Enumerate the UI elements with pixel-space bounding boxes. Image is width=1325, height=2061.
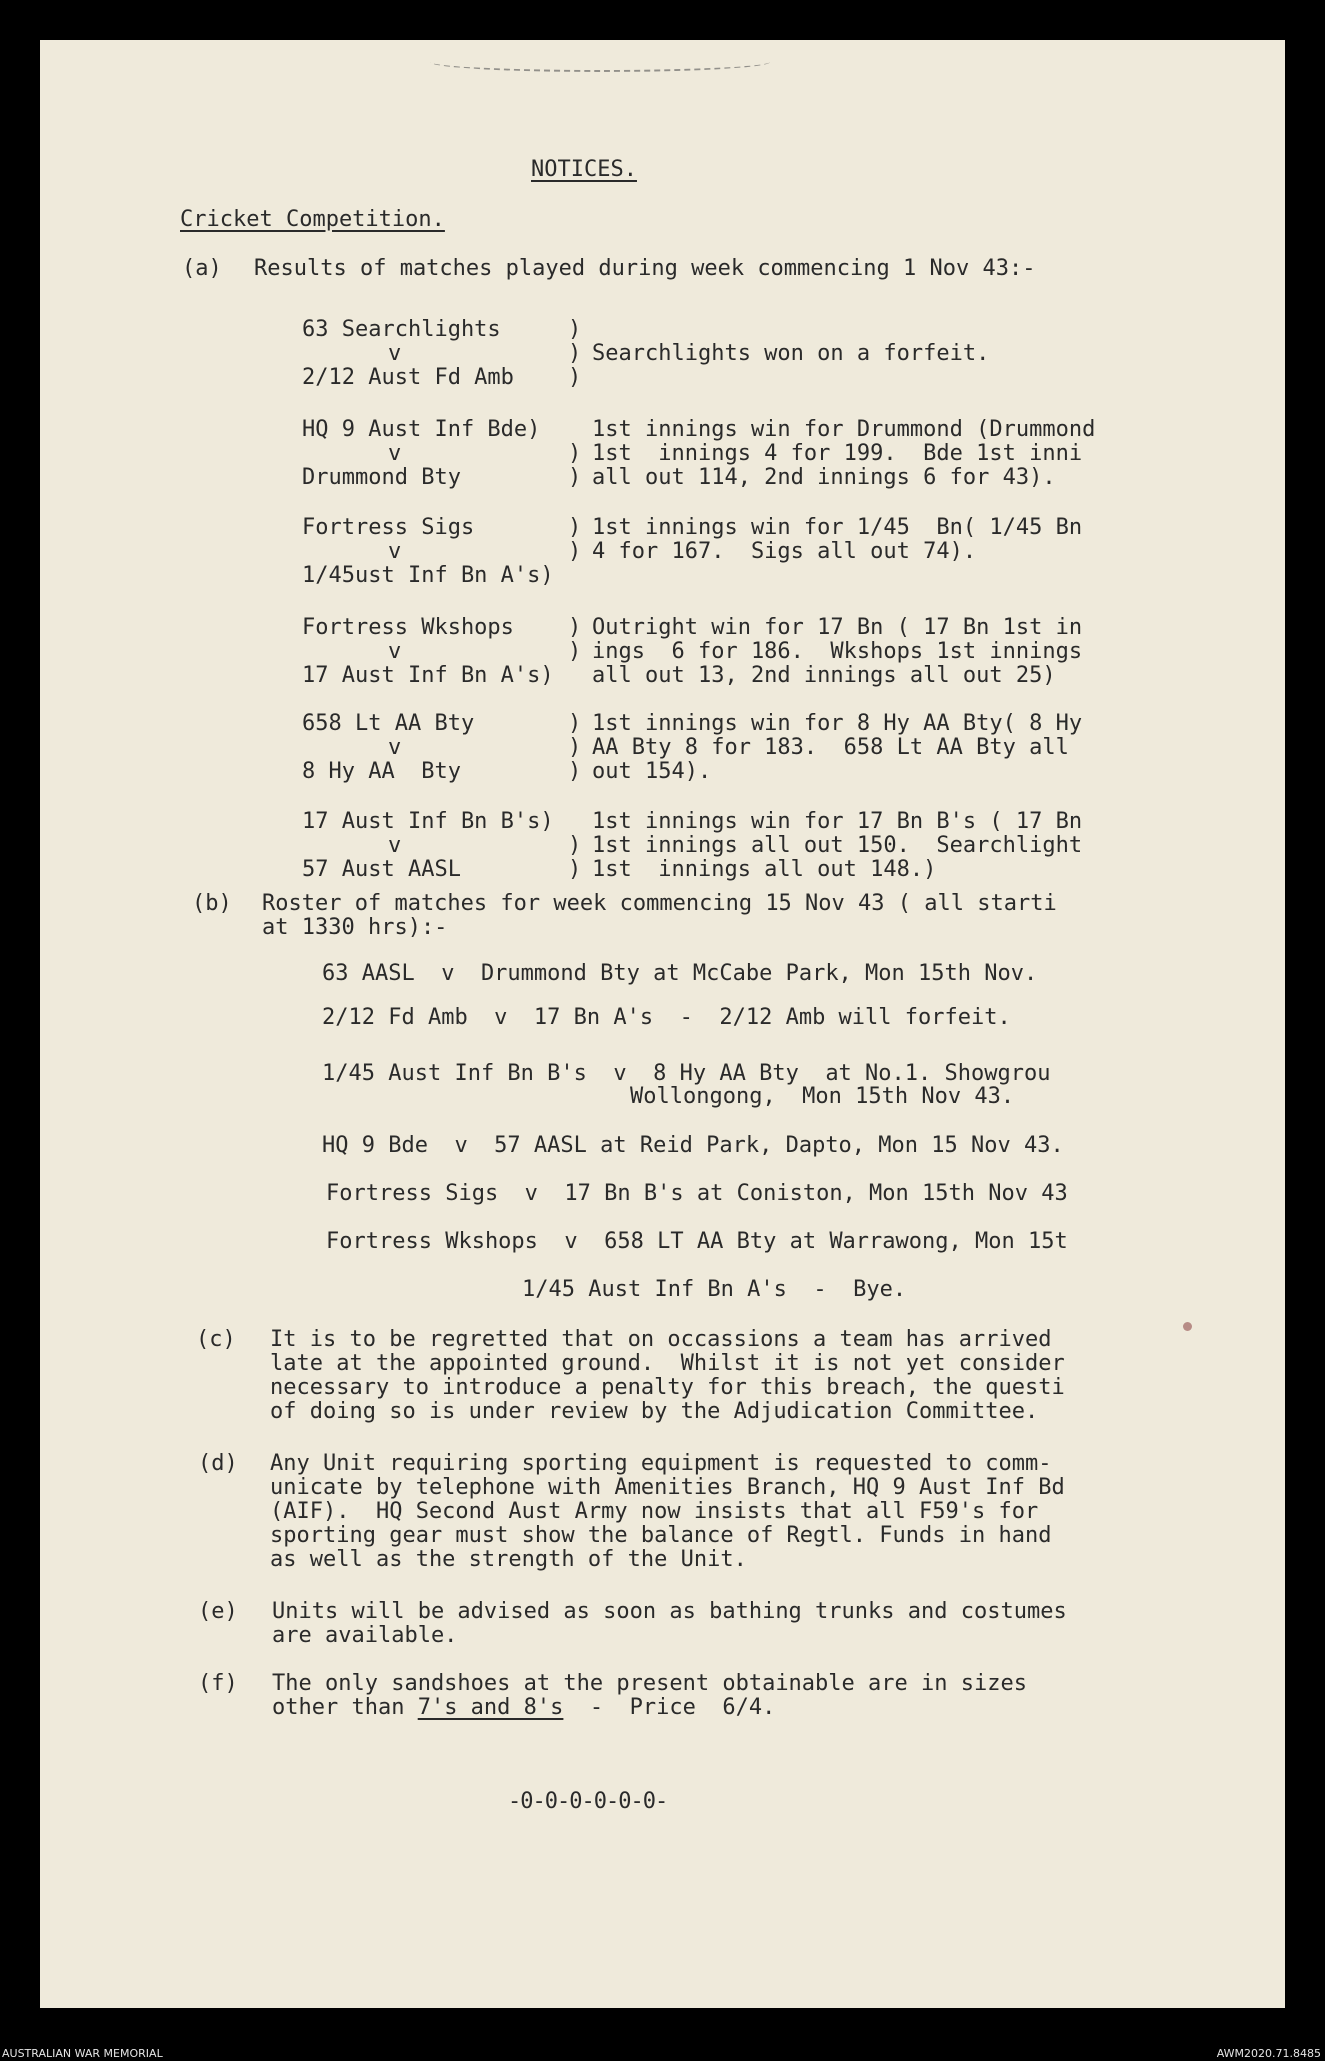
bracket: ) <box>568 341 582 366</box>
bracket: ) <box>568 317 582 342</box>
result-text: out 154). <box>592 759 712 784</box>
result-text: all out 13, 2nd innings all out 25) <box>592 663 1056 688</box>
result-team: 658 Lt AA Bty <box>302 711 475 736</box>
sizes-underlined: 7's and 8's <box>417 1695 564 1720</box>
result-text: 1st innings 4 for 199. Bde 1st inni <box>592 441 1083 466</box>
results-heading: Results of matches played during week commencing 1 Nov 43:- <box>254 256 1036 281</box>
page-title: NOTICES. <box>531 157 637 182</box>
result-text: 1st innings win for 8 Hy AA Bty( 8 Hy <box>592 711 1083 736</box>
result-team: 1/45ust Inf Bn A's) <box>302 563 554 588</box>
result-text: 1st innings all out 150. Searchlight <box>592 833 1083 858</box>
roster-line: 2/12 Fd Amb v 17 Bn A's - 2/12 Amb will forfeit. <box>322 1005 1011 1030</box>
result-team: Drummond Bty <box>302 465 461 490</box>
result-team: v <box>388 441 402 466</box>
roster-line: HQ 9 Bde v 57 AASL at Reid Park, Dapto, Mon 15 Nov 43. <box>322 1133 1064 1158</box>
result-text: ings 6 for 186. Wkshops 1st innings <box>592 639 1083 664</box>
bracket: ) <box>568 539 582 564</box>
bracket: ) <box>568 465 582 490</box>
end-marker: -0-0-0-0-0-0- <box>508 1789 668 1814</box>
result-text: all out 114, 2nd innings 6 for 43). <box>592 465 1056 490</box>
result-team: 17 Aust Inf Bn A's) <box>302 663 554 688</box>
notice-line: late at the appointed ground. Whilst it is not yet consider <box>270 1351 1065 1376</box>
notice-line: necessary to introduce a penalty for this breach, the questi <box>270 1375 1065 1400</box>
roster-line: 63 AASL v Drummond Bty at McCabe Park, Mon 15th Nov. <box>322 961 1038 986</box>
notice-line: sporting gear must show the balance of Regtl. Funds in hand <box>270 1523 1052 1548</box>
notice-line: as well as the strength of the Unit. <box>270 1547 747 1572</box>
roster-heading-line: Roster of matches for week commencing 15 Nov 43 ( all starti <box>262 891 1057 916</box>
bracket: ) <box>568 711 582 736</box>
footer-source: AUSTRALIAN WAR MEMORIAL <box>2 2047 163 2060</box>
result-team: v <box>388 833 402 858</box>
footer-id: AWM2020.71.8485 <box>1216 2047 1321 2060</box>
result-text: Searchlights won on a forfeit. <box>592 341 990 366</box>
notice-line: unicate by telephone with Amenities Branch, HQ 9 Aust Inf Bd <box>270 1475 1065 1500</box>
item-marker-f: (f) <box>198 1671 238 1696</box>
result-team: HQ 9 Aust Inf Bde) <box>302 417 541 442</box>
roster-line: 1/45 Aust Inf Bn B's v 8 Hy AA Bty at No.1. Showgrou <box>322 1061 1051 1086</box>
item-marker-d: (d) <box>198 1451 238 1476</box>
notice-line: of doing so is under review by the Adjudication Committee. <box>270 1399 1039 1424</box>
result-text: 1st innings win for 17 Bn B's ( 17 Bn <box>592 809 1083 834</box>
notice-line <box>272 1696 775 1720</box>
result-team: 57 Aust AASL <box>302 857 461 882</box>
notice-text: - Price 6/4. <box>563 1695 776 1720</box>
result-team: 63 Searchlights <box>302 317 501 342</box>
notice-line: Any Unit requiring sporting equipment is requested to comm- <box>270 1451 1052 1476</box>
bracket: ) <box>568 515 582 540</box>
bracket: ) <box>568 639 582 664</box>
roster-line: Wollongong, Mon 15th Nov 43. <box>630 1084 1015 1109</box>
bracket: ) <box>568 857 582 882</box>
bracket: ) <box>568 833 582 858</box>
notice-text: other than <box>272 1695 418 1720</box>
bracket: ) <box>568 365 582 390</box>
document-page <box>40 40 1285 2008</box>
item-marker-a: (a) <box>182 256 222 281</box>
result-team: v <box>388 735 402 760</box>
bracket: ) <box>568 735 582 760</box>
result-text: 4 for 167. Sigs all out 74). <box>592 539 977 564</box>
ink-spot <box>1183 1322 1192 1331</box>
result-team: 2/12 Aust Fd Amb <box>302 365 514 390</box>
notice-line: The only sandshoes at the present obtainable are in sizes <box>272 1671 1027 1696</box>
bracket: ) <box>568 615 582 640</box>
roster-line: 1/45 Aust Inf Bn A's - Bye. <box>522 1277 907 1302</box>
roster-heading-line: at 1330 hrs):- <box>262 915 448 940</box>
notice-line: are available. <box>272 1623 458 1648</box>
result-team: Fortress Wkshops <box>302 615 514 640</box>
result-team: 8 Hy AA Bty <box>302 759 461 784</box>
result-text: 1st innings win for 1/45 Bn( 1/45 Bn <box>592 515 1083 540</box>
scribble-mark <box>430 52 770 72</box>
result-team: 17 Aust Inf Bn B's) <box>302 809 554 834</box>
section-heading: Cricket Competition. <box>180 207 445 232</box>
result-team: v <box>388 639 402 664</box>
bracket: ) <box>568 759 582 784</box>
notice-line: It is to be regretted that on occassions a team has arrived <box>270 1327 1052 1352</box>
notice-line: Units will be advised as soon as bathing trunks and costumes <box>272 1599 1067 1624</box>
notice-line: (AIF). HQ Second Aust Army now insists that all F59's for <box>270 1499 1039 1524</box>
result-text: AA Bty 8 for 183. 658 Lt AA Bty all <box>592 735 1069 760</box>
result-text: 1st innings all out 148.) <box>592 857 937 882</box>
item-marker-e: (e) <box>198 1599 238 1624</box>
roster-line: Fortress Sigs v 17 Bn B's at Coniston, Mon 15th Nov 43 <box>326 1181 1068 1206</box>
result-team: Fortress Sigs <box>302 515 475 540</box>
roster-line: Fortress Wkshops v 658 LT AA Bty at Warrawong, Mon 15t <box>326 1229 1068 1254</box>
result-team: v <box>388 341 402 366</box>
bracket: ) <box>568 441 582 466</box>
item-marker-c: (c) <box>196 1327 236 1352</box>
result-text: 1st innings win for Drummond (Drummond <box>592 417 1096 442</box>
item-marker-b: (b) <box>192 891 232 916</box>
result-text: Outright win for 17 Bn ( 17 Bn 1st in <box>592 615 1083 640</box>
result-team: v <box>388 539 402 564</box>
